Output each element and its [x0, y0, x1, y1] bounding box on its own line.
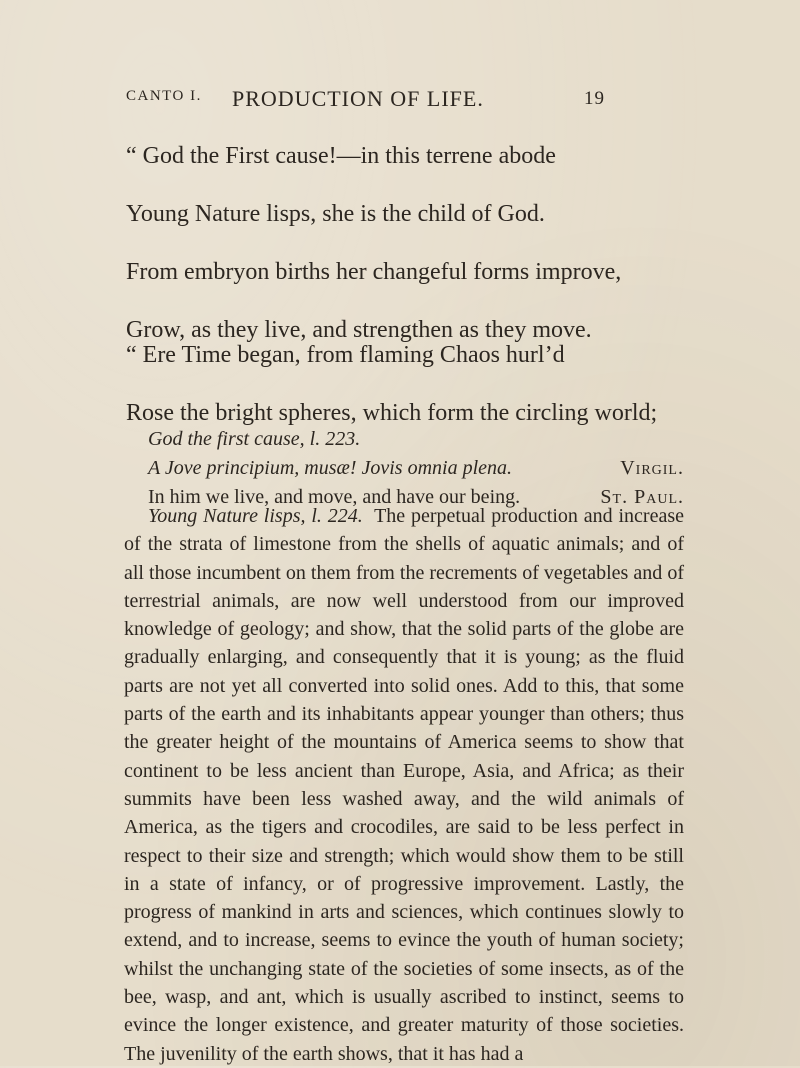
verse-stanza-1 [126, 127, 686, 359]
page-number: 19 [584, 88, 605, 109]
running-header [126, 86, 606, 112]
canto-label: CANTO I. [126, 88, 202, 104]
quote-attribution: Virgil. [620, 457, 684, 479]
verse-line: Young Nature lisps, she is the child of God. [126, 201, 545, 227]
commentary-text [124, 502, 684, 1068]
quote-text [148, 454, 512, 483]
note-heading-text: God the first cause, l. 223. [148, 428, 361, 450]
quote-attribution: St. Paul. [600, 486, 684, 508]
verse-line: “ God the First cause!—in this terrene abode [126, 143, 556, 169]
verse-line: “ Ere Time began, from flaming Chaos hurl’d [126, 342, 565, 368]
quote-text-latin: A Jove principium, musæ! Jovis omnia plena. [148, 457, 513, 479]
footnotes [124, 425, 684, 512]
verse-line: Rose the bright spheres, which form the circling world; [126, 400, 658, 426]
verse-line: From embryon births her changeful forms improve, [126, 259, 622, 285]
quote-text: In him we live, and move, and have our being. [148, 486, 521, 508]
note-heading-text: Young Nature lisps, l. 224. [148, 505, 363, 527]
quote-line [124, 454, 684, 483]
verse-line: Grow, as they live, and strengthen as they move. [126, 317, 592, 343]
note-body: The perpetual production and increase of the strata of limestone from the shells of aquatic animals; and of all those incumbent on them from the recrements of vegetables and of terrestrial animals, are now well understood from our improved knowledge of geology; and show, that the solid parts of the globe are gradually enlarging, and consequently that it is young; as the fluid parts are not yet all converted into solid ones. Add to this, that some parts of the earth and its inhabitants appear younger than others; thus the greater height of the mountains of America seems to show that continent to be less ancient than Europe, Asia, and Africa; as their summits have been less washed away, and the wild animals of America, as the tigers and crocodiles, are said to be less perfect in respect to their size and strength; which would show them to be still in a state of infancy, or of progressive improvement. Lastly, the progress of mankind in arts and sciences, which continues slowly to extend, and to increase, seems to evince the youth of human society; whilst the unchanging state of the societies of some insects, as of the bee, wasp, and ant, which is usually ascribed to instinct, seems to evince the longer existence, and greater maturity of those societies. The juvenility of the earth shows, that it has had a [124, 505, 684, 1065]
commentary-paragraph [124, 502, 684, 1068]
note-heading [124, 425, 684, 454]
page-title: PRODUCTION OF LIFE. [232, 86, 484, 111]
